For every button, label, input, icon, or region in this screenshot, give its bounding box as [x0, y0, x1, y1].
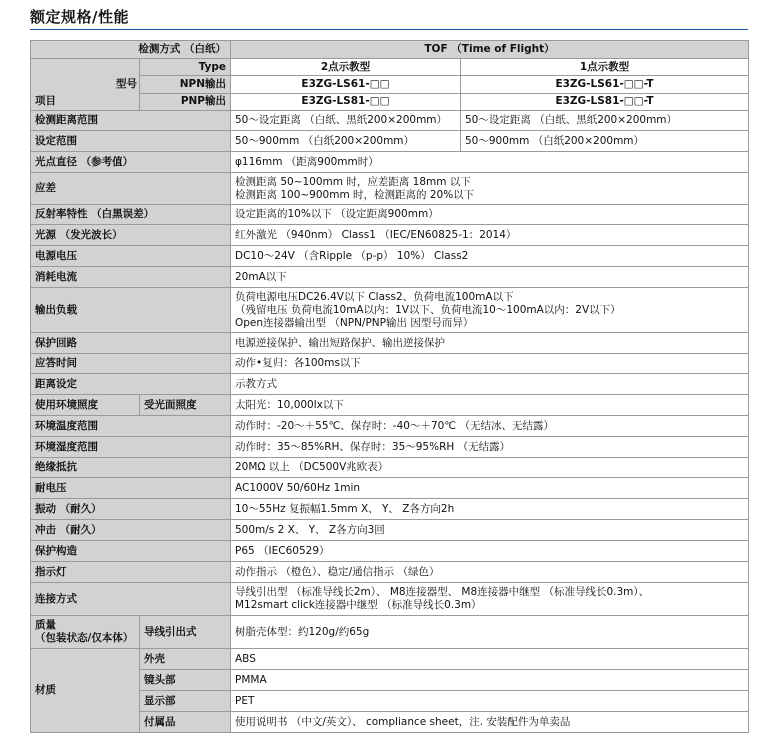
table-row — [31, 41, 749, 59]
output-line-3: Open连接器输出型 （NPN/PNP输出 因型号而异） — [235, 316, 474, 329]
material-lens-label: 镜头部 — [140, 670, 231, 691]
mass-label-line-1: 质量 — [35, 619, 56, 631]
humidity-label: 环境湿度范围 — [31, 437, 231, 458]
output-label: 输出负载 — [31, 288, 231, 333]
protect-label: 保护回路 — [31, 333, 231, 354]
range-2pt: 50～设定距离 （白纸、黑纸200×200mm） — [231, 111, 461, 131]
illum-label: 使用环境照度 — [31, 395, 140, 416]
connection-line-2: M12smart click连接器中继型 （标准导线长0.3m） — [235, 599, 482, 611]
npn-2pt-model: E3ZG-LS61-□□ — [231, 76, 461, 93]
table-row — [31, 288, 749, 333]
table-row — [31, 205, 749, 225]
table-row — [31, 374, 749, 395]
mass-label-line-2: （包装状态/仅本体） — [35, 632, 134, 644]
voltage-value: DC10～24V （含Ripple （p-p） 10%） Class2 — [231, 246, 749, 267]
setting-2pt: 50～900mm （白纸200×200mm） — [231, 131, 461, 152]
illum-sublabel: 受光面照度 — [140, 395, 231, 416]
protect-value: 电源逆接保护、输出短路保护、输出逆接保护 — [231, 333, 749, 354]
mass-label — [31, 616, 140, 649]
table-row — [31, 458, 749, 478]
table-row — [31, 173, 749, 205]
output-line-2: （残留电压 负荷电流10mA以内：1V以下、负荷电流10～100mA以内：2V以下） — [235, 303, 621, 316]
pnp-1pt-model: E3ZG-LS81-□□-T — [461, 93, 749, 110]
title-divider — [30, 29, 748, 30]
table-row — [31, 267, 749, 288]
ip-label: 保护构造 — [31, 541, 231, 562]
vibration-value: 10～55Hz 复振幅1.5mm X、 Y、 Z各方向2h — [231, 499, 749, 520]
table-row — [31, 416, 749, 437]
connection-label: 连接方式 — [31, 583, 231, 616]
table-row — [31, 246, 749, 267]
table-row — [31, 583, 749, 616]
table-row — [31, 616, 749, 649]
indicator-label: 指示灯 — [31, 562, 231, 583]
illum-value: 太阳光：10,000lx以下 — [231, 395, 749, 416]
mass-value: 树脂壳体型：约120g/约65g — [231, 616, 749, 649]
current-value: 20mA以下 — [231, 267, 749, 288]
pnp-label: PNP输出 — [140, 93, 231, 110]
table-row — [31, 562, 749, 583]
table-row — [31, 649, 749, 670]
table-row — [31, 152, 749, 173]
withstand-value: AC1000V 50/60Hz 1min — [231, 478, 749, 499]
hysteresis-line-2: 检测距离 100~900mm 时，检测距离的 20%以下 — [235, 188, 475, 201]
model-label: 型号 — [116, 78, 137, 90]
mass-sublabel: 导线引出式 — [140, 616, 231, 649]
response-label: 应答时间 — [31, 354, 231, 374]
material-accessory-value: 使用说明书 （中文/英文）、 compliance sheet，注. 安装配件为单卖品 — [231, 712, 749, 733]
withstand-label: 耐电压 — [31, 478, 231, 499]
connection-line-1: 导线引出型 （标准导线长2m）、 M8连接器型、 M8连接器中继型 （标准导线长0.3m）、 — [235, 586, 650, 598]
spec-table — [30, 40, 749, 733]
table-row — [31, 520, 749, 541]
type-2pt: 2点示教型 — [231, 59, 461, 76]
range-label: 检测距离范围 — [31, 111, 231, 131]
pnp-2pt-model: E3ZG-LS81-□□ — [231, 93, 461, 110]
hysteresis-label: 应差 — [31, 173, 231, 205]
material-lens-value: PMMA — [231, 670, 749, 691]
distance-set-value: 示教方式 — [231, 374, 749, 395]
material-display-value: PET — [231, 691, 749, 712]
spot-label: 光点直径 （参考值） — [31, 152, 231, 173]
type-label: Type — [140, 59, 231, 76]
table-row — [31, 478, 749, 499]
item-label: 项目 — [35, 95, 56, 107]
temp-label: 环境温度范围 — [31, 416, 231, 437]
setting-label: 设定范围 — [31, 131, 231, 152]
hysteresis-line-1: 检测距离 50~100mm 时，应差距离 18mm 以下 — [235, 175, 471, 188]
connection-value — [231, 583, 749, 616]
current-label: 消耗电流 — [31, 267, 231, 288]
vibration-label: 振动 （耐久） — [31, 499, 231, 520]
page-title: 额定规格/性能 — [30, 8, 129, 26]
npn-1pt-model: E3ZG-LS61-□□-T — [461, 76, 749, 93]
indicator-value: 动作指示 （橙色）、稳定/通信指示 （绿色） — [231, 562, 749, 583]
material-case-value: ABS — [231, 649, 749, 670]
setting-1pt: 50～900mm （白纸200×200mm） — [461, 131, 749, 152]
light-label: 光源 （发光波长） — [31, 225, 231, 246]
output-value — [231, 288, 749, 333]
humidity-value: 动作时：35～85%RH、保存时：35～95%RH （无结露） — [231, 437, 749, 458]
model-item-header — [31, 59, 140, 111]
table-row — [31, 437, 749, 458]
voltage-label: 电源电压 — [31, 246, 231, 267]
detect-method-label: 检测方式 （白纸） — [31, 41, 231, 59]
response-value: 动作•复归：各100ms以下 — [231, 354, 749, 374]
insulation-label: 绝缘抵抗 — [31, 458, 231, 478]
type-1pt: 1点示教型 — [461, 59, 749, 76]
material-label: 材质 — [31, 649, 140, 733]
table-row — [31, 131, 749, 152]
insulation-value: 20MΩ 以上 （DC500V兆欧表） — [231, 458, 749, 478]
distance-set-label: 距离设定 — [31, 374, 231, 395]
table-row — [31, 59, 749, 76]
range-1pt: 50～设定距离 （白纸、黑纸200×200mm） — [461, 111, 749, 131]
material-case-label: 外壳 — [140, 649, 231, 670]
output-line-1: 负荷电源电压DC26.4V以下 Class2、负荷电流100mA以下 — [235, 290, 514, 303]
reflect-value: 设定距离的10%以下 （设定距离900mm） — [231, 205, 749, 225]
table-row — [31, 499, 749, 520]
table-row — [31, 541, 749, 562]
material-display-label: 显示部 — [140, 691, 231, 712]
shock-value: 500m/s 2 X、 Y、 Z各方向3回 — [231, 520, 749, 541]
spot-value: φ116mm （距离900mm时） — [231, 152, 749, 173]
temp-value: 动作时：-20～＋55℃、保存时：-40～＋70℃ （无结冰、无结露） — [231, 416, 749, 437]
hysteresis-value — [231, 173, 749, 205]
table-row — [31, 225, 749, 246]
ip-value: P65 （IEC60529） — [231, 541, 749, 562]
material-accessory-label: 付属品 — [140, 712, 231, 733]
table-row — [31, 111, 749, 131]
table-row — [31, 395, 749, 416]
detect-method-value: TOF （Time of Flight） — [231, 41, 749, 59]
reflect-label: 反射率特性 （白黑误差） — [31, 205, 231, 225]
npn-label: NPN输出 — [140, 76, 231, 93]
light-value: 红外激光 （940nm） Class1 （IEC/EN60825-1：2014） — [231, 225, 749, 246]
table-row — [31, 333, 749, 354]
table-row — [31, 354, 749, 374]
shock-label: 冲击 （耐久） — [31, 520, 231, 541]
